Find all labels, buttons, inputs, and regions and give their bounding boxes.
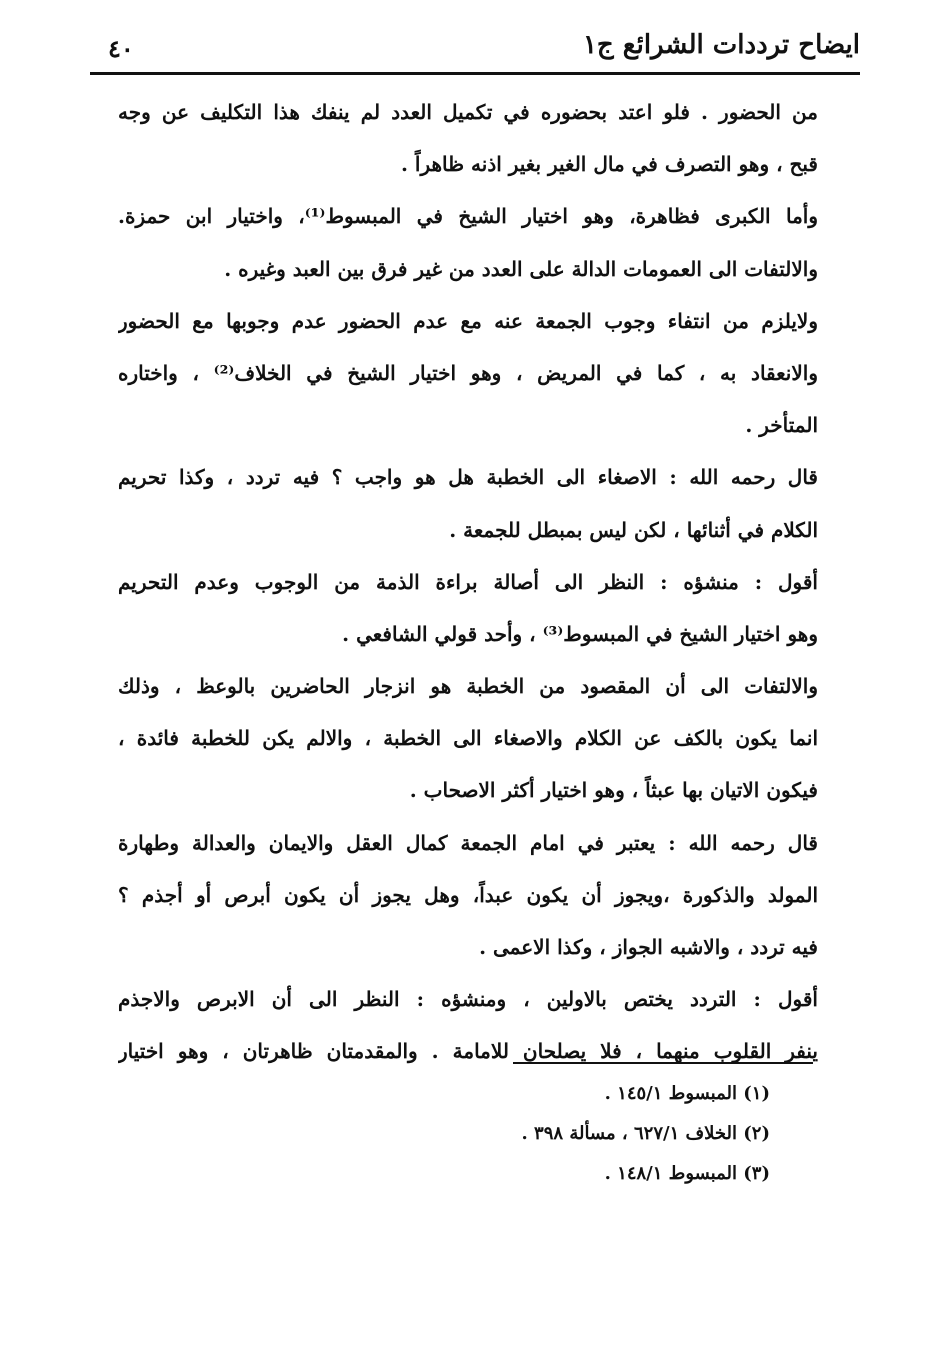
text-line: قبح ، وهو التصرف في مال الغير بغير اذنه ظاهراً .	[400, 152, 818, 177]
text-line: ولايلزم من انتفاء وجوب الجمعة عنه مع عدم الحضور عدم وجوبها مع الحضور	[118, 308, 818, 333]
footnote: (٢) الخلاف ٦٢٧/١ ، مسألة ٣٩٨ .	[521, 1123, 770, 1144]
text-line: قال رحمه الله : يعتبر في امام الجمعة كمال العقل والايمان والعدالة وطهارة	[118, 830, 818, 855]
text-line: المتأخر .	[745, 413, 818, 438]
footnote-divider	[513, 1062, 813, 1064]
footnote: (٣) المبسوط ١٤٨/١ .	[604, 1163, 770, 1184]
text-line: والالتفات الى أن المقصود من الخطبة هو انزجار الحاضرين بالوعظ ، وذلك	[118, 674, 818, 699]
text-line: والانعقاد به ، كما في المريض ، وهو اختيار الشيخ في الخلاف⁽²⁾ ، واختاره	[118, 360, 818, 385]
text-line: أقول : التردد يختص بالاولين ، ومنشؤه : النظر الى أن الابرص والاجذم	[118, 987, 818, 1012]
text-line: فيه تردد ، والاشبه الجواز ، وكذا الاعمى .	[479, 935, 818, 959]
text-line: من الحضور . فلو اعتد بحضوره في تكميل العدد لم ينفك هذا التكليف عن وجه	[118, 100, 818, 124]
running-header	[90, 28, 860, 75]
text-line: والالتفات الى العمومات الدالة على العدد من غير فرق بين العبد وغيره .	[224, 256, 818, 281]
text-line: انما يكون بالكف عن الكلام والاصغاء الى الخطبة ، والالم يكن للخطبة فائدة ،	[118, 726, 818, 751]
text-line: ينفر القلوب منهما ، فلا يصلحان للامامة . والمقدمتان ظاهرتان ، وهو اختيار	[118, 1039, 818, 1064]
footnote: (١) المبسوط ١٤٥/١ .	[604, 1083, 770, 1104]
text-line: وهو اختيار الشيخ في المبسوط⁽³⁾ ، وأحد قولي الشافعي .	[342, 621, 818, 646]
footnotes	[300, 1074, 770, 1194]
text-line: المولد والذكورة ،ويجوز أن يكون عبداً، وهل يجوز أن يكون أبرص أو أجذم ؟	[118, 882, 818, 907]
header-title: ايضاح ترددات الشرائع ج١	[582, 30, 860, 60]
text-line: قال رحمه الله : الاصغاء الى الخطبة هل هو واجب ؟ فيه تردد ، وكذا تحريم	[118, 465, 818, 490]
text-line: أقول : منشؤه : النظر الى أصالة براءة الذمة من الوجوب وعدم التحريم	[118, 569, 818, 594]
text-line: وأما الكبرى فظاهرة، وهو اختيار الشيخ في المبسوط⁽¹⁾، واختيار ابن حمزة.	[118, 204, 818, 229]
text-line: فيكون الاتيان بها عبثاً ، وهو اختيار أكثر الاصحاب .	[409, 778, 818, 803]
body-text	[118, 86, 818, 1064]
text-line: الكلام في أثنائها ، لكن ليس بمبطل للجمعة .	[449, 517, 818, 542]
page-number: ٤٠	[108, 34, 134, 63]
